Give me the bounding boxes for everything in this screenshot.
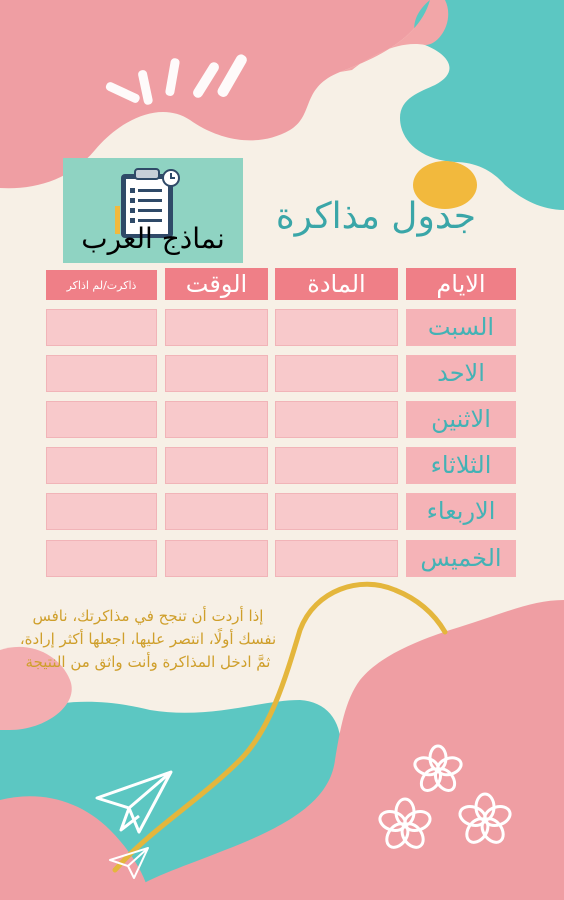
status-cell[interactable] — [46, 401, 157, 438]
subject-cell[interactable] — [275, 401, 398, 438]
logo-text: نماذج العرب — [81, 222, 225, 255]
paper-plane-icon — [95, 768, 175, 838]
time-cell[interactable] — [165, 493, 268, 530]
flower-icon — [375, 795, 435, 855]
header-time: الوقت — [165, 268, 268, 300]
time-cell[interactable] — [165, 540, 268, 577]
status-cell[interactable] — [46, 355, 157, 392]
subject-cell[interactable] — [275, 447, 398, 484]
header-status: ذاكرت/لم اذاكر — [46, 270, 157, 300]
day-wednesday: الاربعاء — [406, 493, 516, 530]
subject-cell[interactable] — [275, 309, 398, 346]
flower-icon — [455, 790, 515, 850]
time-cell[interactable] — [165, 309, 268, 346]
day-monday: الاثنين — [406, 401, 516, 438]
logo — [63, 158, 243, 263]
day-thursday: الخميس — [406, 540, 516, 577]
time-cell[interactable] — [165, 447, 268, 484]
status-cell[interactable] — [46, 540, 157, 577]
status-cell[interactable] — [46, 309, 157, 346]
header-days: الايام — [406, 268, 516, 300]
motivational-quote: إذا أردت أن تنجح في مذاكرتك، نافس نفسك أولًا، انتصر عليها، اجعلها أكثر إرادة، ثمَّ ادخل المذاكرة وأنت واثق من النتيجة — [19, 607, 277, 671]
paper-plane-small-icon — [108, 846, 150, 880]
day-saturday: السبت — [406, 309, 516, 346]
subject-cell[interactable] — [275, 493, 398, 530]
time-cell[interactable] — [165, 355, 268, 392]
subject-cell[interactable] — [275, 355, 398, 392]
status-cell[interactable] — [46, 493, 157, 530]
header-subject: المادة — [275, 268, 398, 300]
day-tuesday: الثلاثاء — [406, 447, 516, 484]
subject-cell[interactable] — [275, 540, 398, 577]
status-cell[interactable] — [46, 447, 157, 484]
page-title: جدول مذاكرة — [275, 196, 476, 237]
time-cell[interactable] — [165, 401, 268, 438]
day-sunday: الاحد — [406, 355, 516, 392]
